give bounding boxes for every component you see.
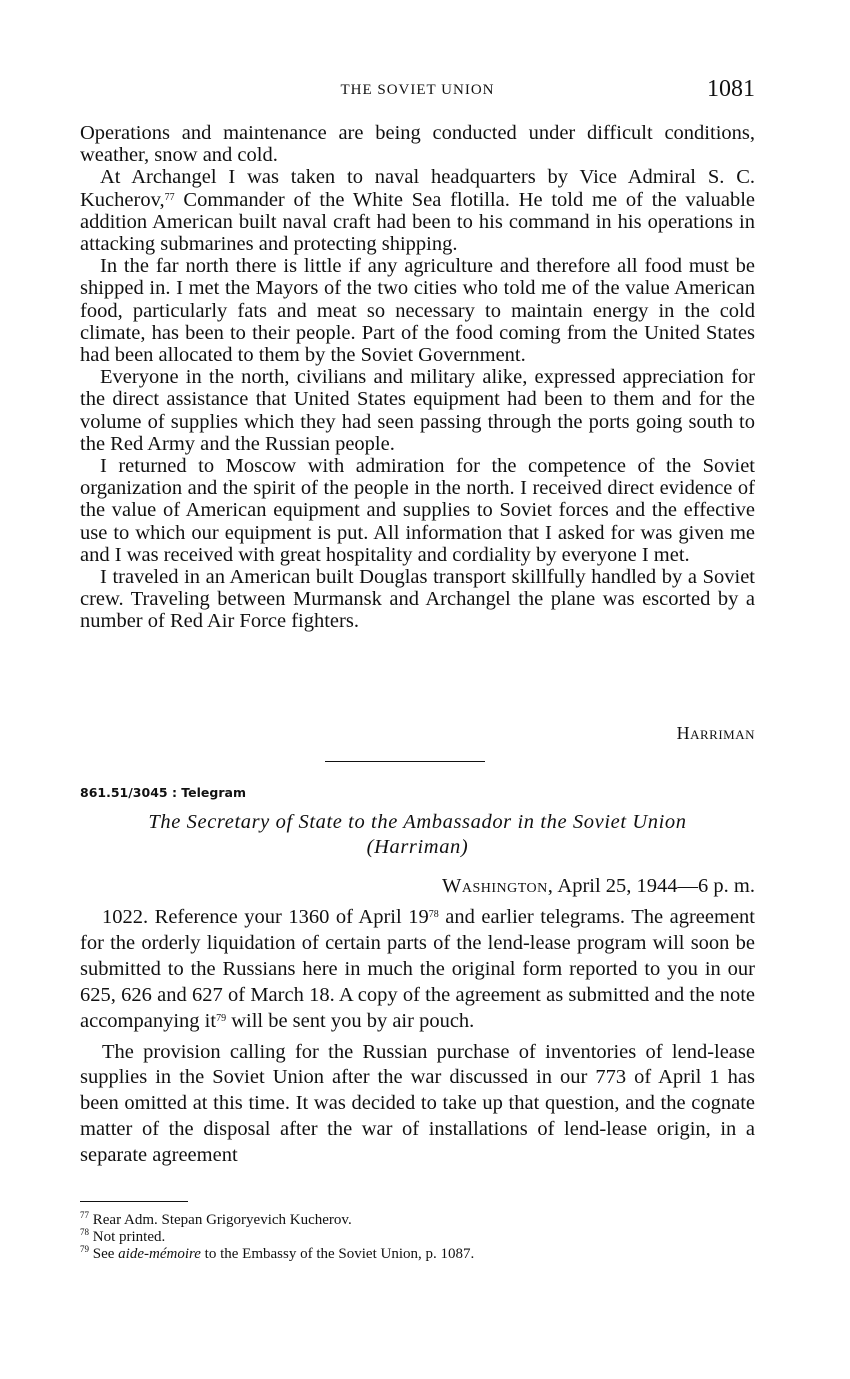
signature: Harriman (676, 723, 755, 743)
dateline (442, 875, 755, 898)
title-line: (Harriman) (366, 836, 469, 858)
section-divider (325, 761, 485, 762)
paragraph-text: and earlier telegrams. The agreement for the orderly liquidation of certain parts of the lend-lease program will soon be submitted to the Russians here in much the original form reported to you in our 625, 626 and 627 of March 18. A copy of the agreement as submitted and the note accompanying it (80, 906, 755, 1032)
running-title: THE SOVIET UNION (340, 82, 495, 98)
footnote-marker: 77 (164, 191, 175, 203)
footnote (80, 1229, 755, 1246)
paragraph: I returned to Moscow with admiration for the competence of the Soviet organization and the spirit of the people in the north. I received direct evidence of the value of American equipment and supplies to Soviet forces and the effective use to which our equipment is put. All information that I asked for was given me and I was received with great hospitality and cordiality by everyone I met. (80, 455, 755, 566)
paragraph-text: Commander of the White Sea flotilla. He told me of the valuable addition American built naval craft had been to his command in his operations in attacking submarines and protecting shipping. (80, 188, 755, 256)
paragraph: Everyone in the north, civilians and military alike, expressed appreciation for the direct assistance that United States equipment had been to them and for the volume of supplies which they had seen passing through the ports going south to the Red Army and the Russian people. (80, 366, 755, 455)
paragraph: The provision calling for the Russian purchase of inventories of lend-lease supplies in the Soviet Union after the war discussed in our 773 of April 1 has been omitted at this time. It was decided to take up that question, and the cognate matter of the disposal after the war of installations of lend-lease origin, in a separate agreement (80, 1040, 755, 1167)
footnote-marker: 78 (428, 909, 439, 920)
footnote-text: Not printed. (89, 1229, 166, 1245)
footnote (80, 1212, 755, 1229)
footnote-italic-term: aide-mémoire (118, 1246, 201, 1262)
footnote-number: 79 (80, 1244, 89, 1254)
title-line: The Secretary of State to the Ambassador in the Soviet Union (148, 811, 687, 833)
footnote-text: Rear Adm. Stepan Grigoryevich Kucherov. (89, 1212, 352, 1228)
footnote-number: 78 (80, 1227, 89, 1237)
paragraph (80, 166, 755, 255)
footnote-text: to the Embassy of the Soviet Union, p. 1087. (200, 1246, 475, 1262)
paragraph: Operations and maintenance are being conducted under difficult conditions, weather, snow and cold. (80, 122, 755, 167)
dateline-date: April 25, 1944—6 p. m. (553, 875, 755, 897)
continued-telegram-text (80, 122, 755, 633)
footnote-text: See (89, 1246, 119, 1262)
paragraph (80, 905, 755, 1035)
footnote-rule (80, 1201, 188, 1202)
footnote-number: 77 (80, 1210, 89, 1220)
paragraph-text: will be sent you by air pouch. (226, 1009, 475, 1032)
telegram-body (80, 905, 755, 1174)
file-reference: 861.51/3045 : Telegram (80, 785, 246, 800)
running-head (80, 78, 755, 104)
footnotes (80, 1212, 755, 1263)
paragraph: I traveled in an American built Douglas transport skillfully handled by a Soviet crew. Traveling between Murmansk and Archangel the plane was escorted by a number of Red Air Force fighters. (80, 566, 755, 633)
paragraph: In the far north there is little if any agriculture and therefore all food must be shipped in. I met the Mayors of the two cities who told me of the value American food, particularly fats and meat so necessary to maintain energy in the cold climate, has been to their people. Part of the food coming from the United States had been allocated to them by the Soviet Government. (80, 255, 755, 367)
paragraph-text: 1022. Reference your 1360 of April 19 (102, 906, 429, 928)
footnote-marker: 79 (216, 1012, 227, 1024)
dateline-place: Washington, (442, 875, 554, 897)
paragraph-text: At Archangel I was taken to naval headquarters by Vice Admiral S. C. Kucherov, (80, 166, 755, 211)
footnote (80, 1246, 755, 1263)
page-number: 1081 (707, 76, 755, 102)
document-title (80, 810, 755, 860)
